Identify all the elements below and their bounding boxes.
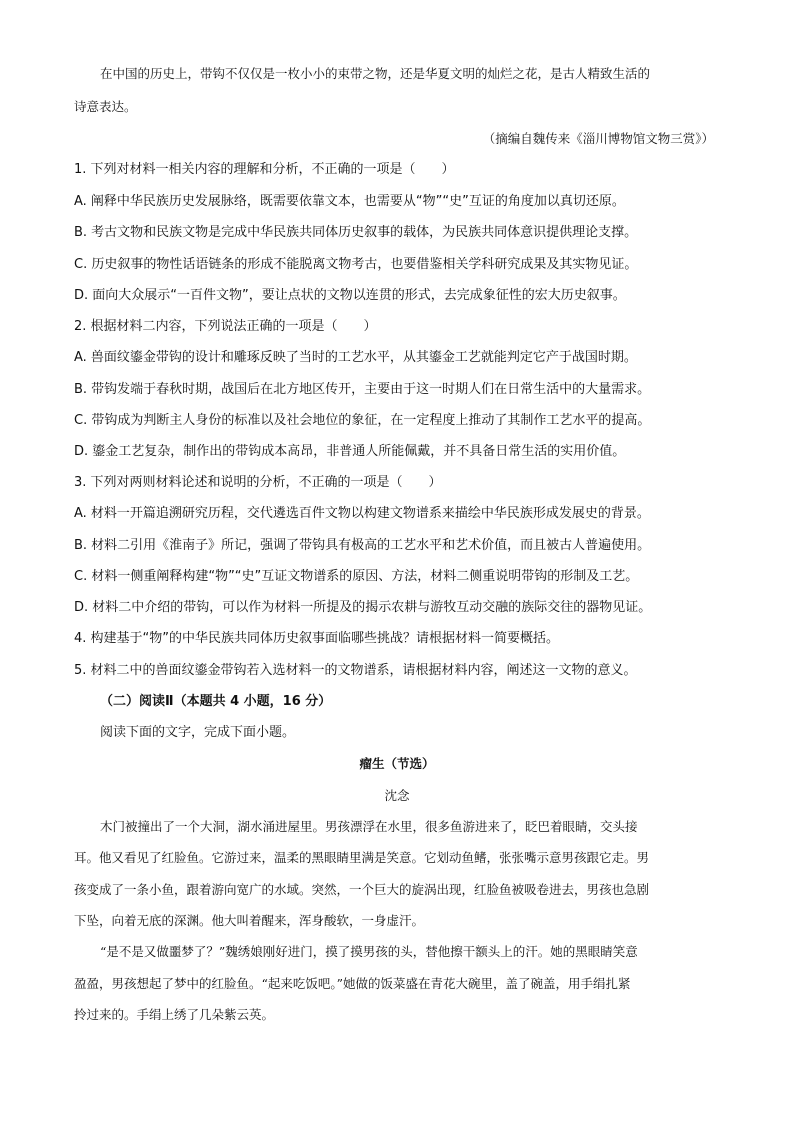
question-1-option-b: B. 考古文物和民族文物是完成中华民族共同体历史叙事的载体，为民族共同体意识提供理论支撑。 — [74, 225, 638, 240]
question-3-option-d: D. 材料二中介绍的带钩，可以作为材料一所提及的揭示农耕与游牧互动交融的族际交往的器物见证。 — [74, 600, 652, 615]
story-paragraph-2-line-1: “是不是又做噩梦了？”魏绣娘刚好进门，摸了摸男孩的头，替他擦干额头上的汗。她的黑眼睛笑意 — [100, 944, 638, 959]
question-3-option-c: C. 材料一侧重阐释构建“物”“史”互证文物谱系的原因、方法，材料二侧重说明带钩的形制及工艺。 — [74, 569, 639, 584]
material1-closing-line1: 在中国的历史上，带钩不仅仅是一枚小小的束带之物，还是华夏文明的灿烂之花，是古人精致生活的 — [100, 66, 651, 81]
question-4: 4. 构建基于“物”的中华民族共同体历史叙事面临哪些挑战？请根据材料一简要概括。 — [74, 631, 560, 646]
story-paragraph-1-line-4: 下坠，向着无底的深渊。他大叫着醒来，浑身酸软，一身虚汗。 — [74, 913, 425, 928]
question-1-option-c: C. 历史叙事的物性话语链条的形成不能脱离文物考古，也要借鉴相关学科研究成果及其实物见证。 — [74, 257, 638, 272]
story-author: 沈念 — [384, 788, 410, 803]
story-paragraph-1-line-3: 孩变成了一条小鱼，跟着游向宽广的水域。突然，一个巨大的旋涡出现，红脸鱼被吸卷进去，男孩也急剧 — [74, 882, 650, 897]
question-2-option-a: A. 兽面纹鎏金带钩的设计和雕琢反映了当时的工艺水平，从其鎏金工艺就能判定它产于战国时期。 — [74, 350, 637, 365]
story-paragraph-2-line-3: 拎过来的。手绢上绣了几朵紫云英。 — [74, 1007, 275, 1022]
question-3-option-a: A. 材料一开篇追溯研究历程，交代遴选百件文物以构建文物谱系来描绘中华民族形成发展史的背景。 — [74, 506, 650, 521]
section-2-instruction: 阅读下面的文字，完成下面小题。 — [100, 725, 296, 740]
question-3-stem: 3. 下列对两则材料论述和说明的分析，不正确的一项是（ ） — [74, 475, 442, 490]
question-2-option-b: B. 带钩发端于春秋时期，战国后在北方地区传开，主要由于这一时期人们在日常生活中的大量需求。 — [74, 382, 651, 397]
story-paragraph-1-line-2: 耳。他又看见了红脸鱼。它游过来，温柔的黑眼睛里满是笑意。它划动鱼鳍，张张嘴示意男孩跟它走。男 — [74, 850, 650, 865]
question-2-stem: 2. 根据材料二内容，下列说法正确的一项是（ ） — [74, 319, 377, 334]
material1-closing-line2: 诗意表达。 — [74, 99, 137, 114]
question-1-option-a: A. 阐释中华民族历史发展脉络，既需要依靠文本，也需要从“物”“史”互证的角度加以真切还原。 — [74, 194, 625, 209]
section-2-heading: （二）阅读Ⅱ（本题共 4 小题，16 分） — [100, 694, 332, 709]
story-title: 瘤生（节选） — [359, 756, 435, 771]
question-5: 5. 材料二中的兽面纹鎏金带钩若入选材料一的文物谱系，请根据材料内容，阐述这一文物的意义。 — [74, 663, 637, 678]
material1-source: （摘编自魏传来《淄川博物馆文物三赏》） — [482, 131, 714, 146]
question-3-option-b: B. 材料二引用《淮南子》所记，强调了带钩具有极高的工艺水平和艺术价值，而且被古人普遍使用。 — [74, 538, 651, 553]
story-paragraph-1-line-1: 木门被撞出了一个大洞，湖水涌进屋里。男孩漂浮在水里，很多鱼游进来了，眨巴着眼睛，交头接 — [100, 819, 638, 834]
question-1-stem: 1. 下列对材料一相关内容的理解和分析，不正确的一项是（ ） — [74, 162, 455, 177]
question-1-option-d: D. 面向大众展示“一百件文物”，要让点状的文物以连贯的形式，去完成象征性的宏大历史叙事。 — [74, 288, 626, 303]
question-2-option-d: D. 鎏金工艺复杂，制作出的带钩成本高昂，非普通人所能佩戴，并不具备日常生活的实用价值。 — [74, 444, 626, 459]
question-2-option-c: C. 带钩成为判断主人身份的标准以及社会地位的象征，在一定程度上推动了其制作工艺水平的提高。 — [74, 413, 651, 428]
story-paragraph-2-line-2: 盈盈，男孩想起了梦中的红脸鱼。“起来吃饭吧。”她做的饭菜盛在青花大碗里，盖了碗盖，用手绢扎紧 — [74, 976, 631, 991]
